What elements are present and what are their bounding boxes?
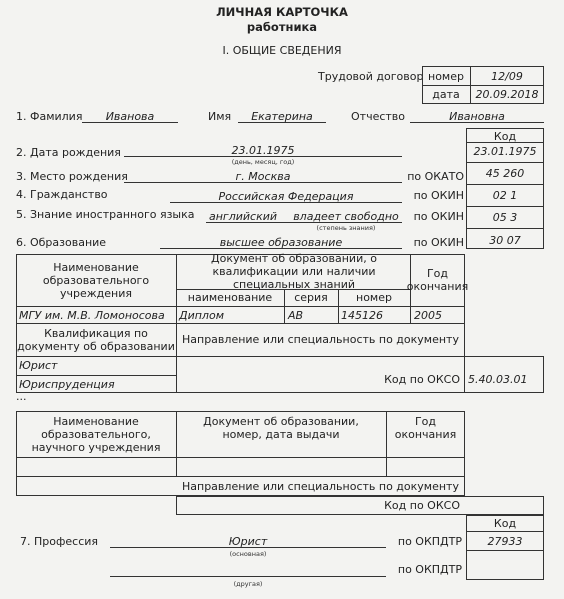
okpdtr-label-2: по ОКПДТР	[397, 563, 462, 576]
language-label: 5. Знание иностранного языка	[16, 208, 195, 221]
qualification-label: Квалификация по документу об образовании	[17, 326, 175, 353]
first-name-label: Имя	[208, 110, 232, 123]
contract-date-label: дата	[432, 88, 460, 101]
ellipsis: ...	[16, 390, 27, 403]
profession-other-hint: (другая)	[233, 580, 263, 588]
birthplace-value: г. Москва	[235, 170, 291, 183]
specialty-value: Юриспруденция	[19, 378, 115, 391]
document-name-value: Диплом	[179, 309, 224, 322]
birthplace-label: 3. Место рождения	[16, 170, 128, 183]
language-level: владеет свободно	[293, 210, 399, 223]
direction-label: Направление или специальность по документу	[182, 333, 459, 346]
contract-number-value: 12/09	[491, 70, 523, 83]
education-label: 6. Образование	[16, 236, 107, 249]
sci-okso-label: Код по ОКСО	[384, 499, 460, 512]
okso-code: 5.40.03.01	[468, 373, 528, 386]
citizenship-okin-label: по ОКИН	[413, 189, 464, 202]
okso-label: Код по ОКСО	[384, 373, 460, 386]
first-name-value: Екатерина	[251, 110, 313, 123]
okato-code: 45 260	[485, 167, 525, 180]
sci-col-institution: Наименование образовательного, научного учреждения	[31, 414, 161, 454]
sci-col-year: Год окончания	[394, 414, 457, 441]
sub-col-series: серия	[294, 291, 328, 304]
sci-direction-label: Направление или специальность по документу	[182, 479, 459, 493]
citizenship-value: Российская Федерация	[218, 190, 354, 203]
institution-value: МГУ им. М.В. Ломоносова	[19, 309, 165, 322]
education-okin-code: 30 07	[489, 234, 521, 247]
okpdtr-code: 27933	[487, 535, 523, 548]
qualification-value: Юрист	[19, 359, 58, 372]
education-okin-label: по ОКИН	[413, 236, 464, 249]
surname-value: Иванова	[105, 110, 155, 123]
contract-number-label: номер	[428, 70, 464, 83]
patronymic-label: Отчество	[351, 110, 406, 123]
document-number-value: 145126	[341, 309, 383, 322]
code-header: Код	[493, 130, 517, 143]
profession-code-header: Код	[493, 517, 517, 530]
section-title: I. ОБЩИЕ СВЕДЕНИЯ	[222, 44, 342, 57]
language-value: английский	[208, 210, 278, 223]
language-okin-label: по ОКИН	[413, 210, 464, 223]
profession-label: 7. Профессия	[20, 535, 99, 548]
okpdtr-label: по ОКПДТР	[397, 535, 462, 548]
document-series-value: АВ	[288, 309, 304, 322]
birth-label: 2. Дата рождения	[16, 146, 121, 159]
page-title: ЛИЧНАЯ КАРТОЧКА	[216, 5, 348, 19]
patronymic-value: Ивановна	[449, 110, 505, 123]
page-subtitle: работника	[246, 20, 318, 34]
profession-main-hint: (основная)	[229, 550, 267, 558]
birth-hint: (день, месяц, год)	[231, 158, 295, 166]
birth-code: 23.01.1975	[473, 145, 537, 158]
contract-date-value: 20.09.2018	[475, 88, 539, 101]
language-level-hint: (степень знания)	[316, 224, 376, 232]
birth-value: 23.01.1975	[231, 144, 295, 157]
sub-col-number: номер	[356, 291, 392, 304]
col-institution: Наименование образовательного учреждения	[42, 260, 150, 300]
profession-main-value: Юрист	[228, 535, 268, 548]
col-year: Год окончания	[406, 267, 469, 293]
citizenship-label: 4. Гражданство	[16, 188, 108, 201]
surname-label: 1. Фамилия	[16, 110, 83, 123]
sub-col-name: наименование	[187, 291, 273, 304]
language-okin-code: 05 3	[492, 211, 518, 224]
sci-col-document: Документ об образовании, номер, дата выдачи	[203, 414, 359, 441]
okato-label: по ОКАТО	[407, 170, 464, 183]
education-value: высшее образование	[219, 236, 343, 249]
col-document: Документ об образовании, о квалификации или наличии специальных знаний	[211, 252, 377, 291]
graduation-year-value: 2005	[414, 309, 442, 322]
citizenship-okin-code: 02 1	[492, 189, 518, 202]
contract-label: Трудовой договор	[318, 70, 424, 83]
